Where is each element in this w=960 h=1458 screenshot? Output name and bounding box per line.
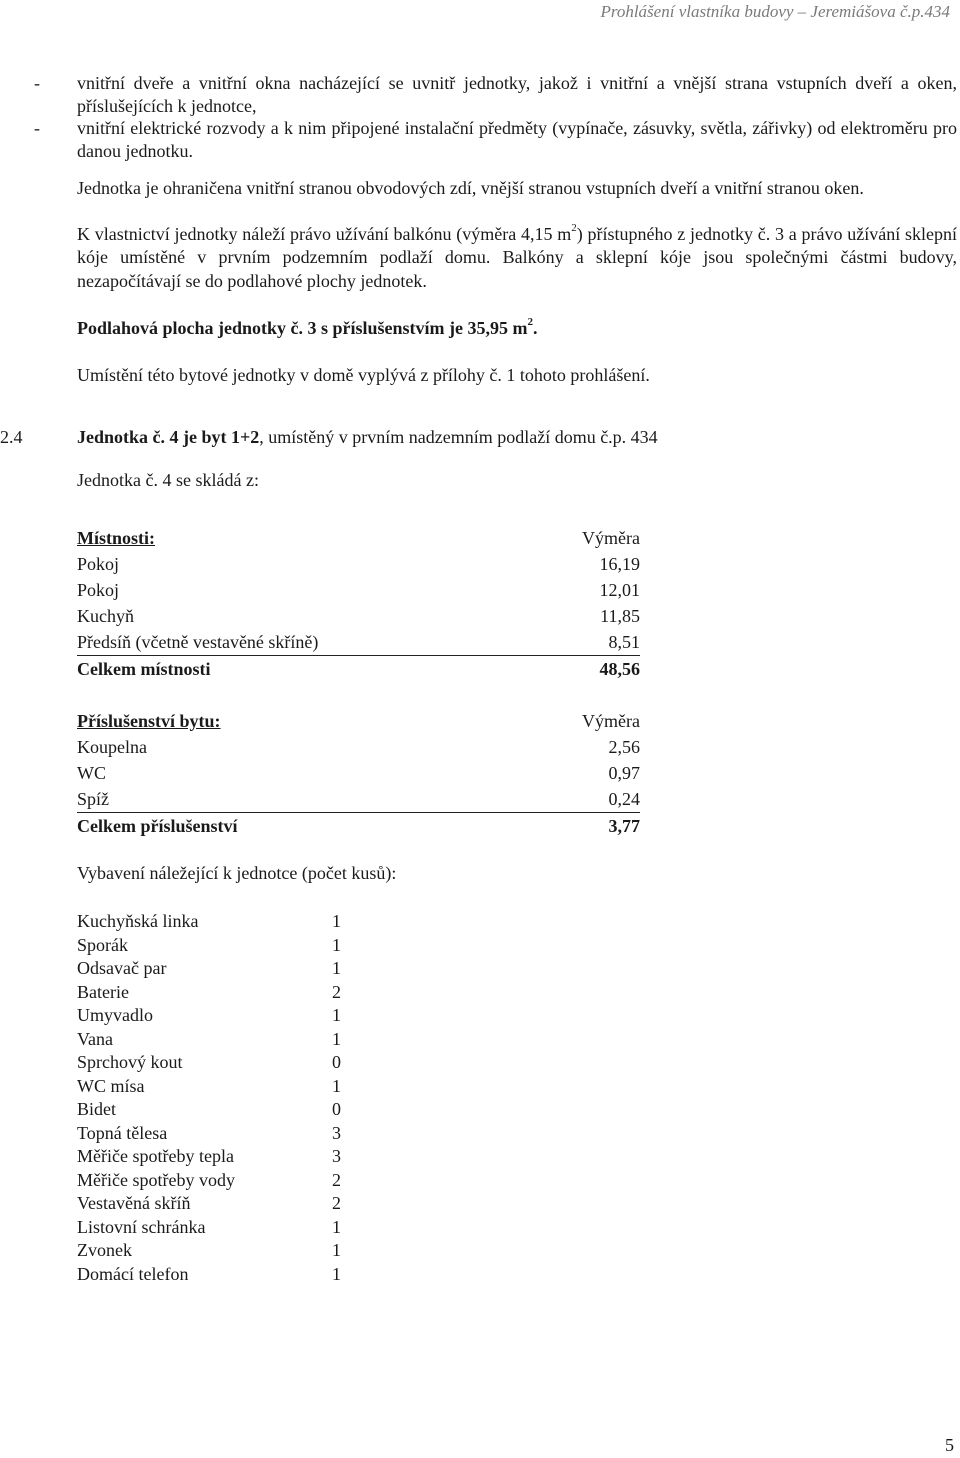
paragraph-balcony [77, 223, 957, 294]
accessories-label: Příslušenství bytu: [77, 710, 221, 731]
equipment-name: Měřiče spotřeby tepla [77, 1146, 234, 1167]
list-item [77, 1239, 341, 1263]
accessory-value: 0,97 [608, 762, 640, 783]
list-item [77, 1192, 341, 1216]
composition-intro: Jednotka č. 4 se skládá z: [77, 470, 259, 490]
accessories-total-label: Celkem příslušenství [77, 815, 238, 836]
area-table [77, 525, 640, 839]
list-item [77, 957, 341, 981]
balcony-text-after: ) přístupného z jednotky č. 3 a právo užívání sklepní kóje umístěné v prvním podzemním podlaží domu. Balkóny a sklepní kóje jsou společnými částmi budovy, nezapočítávají se do podlahové plochy jednotek. [77, 223, 957, 291]
table-spacer [77, 682, 640, 708]
list-item [77, 910, 341, 934]
page-header: Prohlášení vlastníka budovy – Jeremiášova č.p.434 [600, 2, 950, 21]
area-text-before: Podlahová plocha jednotky č. 3 s příslušenstvím je 35,95 m [77, 318, 528, 338]
accessory-name: Koupelna [77, 736, 147, 757]
accessory-name: WC [77, 762, 106, 783]
rooms-header-row [77, 525, 640, 551]
equipment-name: Zvonek [77, 1240, 132, 1261]
section-title-rest: , umístěný v prvním nadzemním podlaží domu č.p. 434 [259, 427, 658, 447]
list-item [77, 1145, 341, 1169]
equipment-name: Měřiče spotřeby vody [77, 1169, 235, 1190]
table-row [77, 734, 640, 760]
equipment-count: 1 [332, 1263, 341, 1284]
equipment-count: 3 [332, 1122, 341, 1143]
equipment-count: 1 [332, 1075, 341, 1096]
list-item [77, 934, 341, 958]
list-item [77, 1169, 341, 1193]
equipment-name: Vestavěná skříň [77, 1193, 191, 1214]
equipment-name: Vana [77, 1028, 113, 1049]
bullet-text: vnitřní elektrické rozvody a k nim připojené instalační předměty (vypínače, zásuvky, světla, zářivky) od elektroměru pro danou jednotku. [77, 118, 957, 161]
area-superscript: 2 [527, 316, 534, 328]
equipment-name: Sprchový kout [77, 1052, 183, 1073]
equipment-name: Domácí telefon [77, 1263, 189, 1284]
list-item [77, 1051, 341, 1075]
room-value: 12,01 [599, 579, 640, 600]
equipment-name: Baterie [77, 981, 129, 1002]
accessory-value: 2,56 [608, 736, 640, 757]
bullet-item [34, 117, 957, 162]
bullet-dash: - [34, 118, 40, 138]
equipment-name: Sporák [77, 934, 128, 955]
equipment-name: Kuchyňská linka [77, 911, 199, 932]
equipment-count: 1 [332, 1028, 341, 1049]
list-item [77, 981, 341, 1005]
equipment-count: 3 [332, 1146, 341, 1167]
equipment-name: Odsavač par [77, 958, 167, 979]
balcony-text-before: K vlastnictví jednotky náleží právo užívání balkónu (výměra 4,15 m [77, 223, 572, 244]
equipment-count: 1 [332, 1005, 341, 1026]
equipment-table [77, 910, 341, 1286]
equipment-name: Topná tělesa [77, 1122, 168, 1143]
accessories-header-row [77, 708, 640, 734]
list-item [77, 1122, 341, 1146]
bullet-text: vnitřní dveře a vnitřní okna nacházející se uvnitř jednotky, jakož i vnitřní a vnější strana vstupních dveří a oken, příslušejících k jednotce, [77, 73, 957, 116]
bullet-item [34, 72, 957, 117]
balcony-superscript: 2 [571, 221, 577, 234]
table-row [77, 551, 640, 577]
paragraph-unit-boundary: Jednotka je ohraničena vnitřní stranou obvodových zdí, vnější stranou vstupních dveří a vnitřní stranou oken. [77, 178, 864, 198]
accessory-value: 0,24 [531, 786, 640, 813]
rooms-value-header: Výměra [582, 527, 640, 548]
room-name: Předsíň (včetně vestavěné skříně) [77, 629, 531, 656]
page-number: 5 [945, 1435, 954, 1455]
room-name: Pokoj [77, 553, 120, 574]
equipment-count: 1 [332, 911, 341, 932]
equipment-name: Listovní schránka [77, 1216, 206, 1237]
equipment-name: Umyvadlo [77, 1005, 153, 1026]
paragraph-location: Umístění této bytové jednotky v domě vyplývá z přílohy č. 1 tohoto prohlášení. [77, 364, 650, 385]
room-name: Pokoj [77, 579, 120, 600]
list-item [77, 1098, 341, 1122]
room-value: 16,19 [599, 553, 640, 574]
section-title-bold: Jednotka č. 4 je byt 1+2 [77, 427, 260, 447]
room-value: 11,85 [600, 605, 640, 626]
table-row [77, 629, 640, 656]
document-body [0, 72, 957, 1286]
accessories-value-header: Výměra [582, 710, 640, 731]
equipment-list [77, 910, 341, 1286]
accessories-total-row [77, 813, 640, 840]
rooms-total-label: Celkem místnosti [77, 658, 211, 679]
equipment-count: 1 [332, 1240, 341, 1261]
bullet-dash: - [34, 73, 40, 93]
room-value: 8,51 [531, 629, 640, 656]
equipment-count: 2 [332, 1193, 341, 1214]
list-item [77, 1004, 341, 1028]
table-row [77, 760, 640, 786]
list-item [77, 1263, 341, 1287]
list-item [77, 1075, 341, 1099]
equipment-name: WC mísa [77, 1075, 145, 1096]
equipment-count: 2 [332, 1169, 341, 1190]
equipment-name: Bidet [77, 1099, 116, 1120]
list-item [77, 1028, 341, 1052]
section-number: 2.4 [0, 427, 23, 447]
paragraph-floor-area [77, 317, 957, 341]
equipment-count: 0 [332, 1099, 341, 1120]
equipment-count: 1 [332, 958, 341, 979]
equipment-title: Vybavení náležející k jednotce (počet kusů): [77, 863, 397, 883]
equipment-count: 1 [332, 1216, 341, 1237]
equipment-count: 1 [332, 934, 341, 955]
table-row [77, 786, 640, 813]
table-row [77, 577, 640, 603]
table-row [77, 603, 640, 629]
accessory-name: Spíž [77, 786, 531, 813]
equipment-count: 2 [332, 981, 341, 1002]
section-heading [0, 427, 957, 448]
area-text-after: . [533, 318, 538, 338]
rooms-total-value: 48,56 [599, 658, 640, 679]
accessories-total-value: 3,77 [608, 815, 640, 836]
list-item [77, 1216, 341, 1240]
equipment-count: 0 [332, 1052, 341, 1073]
rooms-label: Místnosti: [77, 527, 155, 548]
room-name: Kuchyň [77, 605, 134, 626]
rooms-total-row [77, 656, 640, 683]
bullet-list [34, 72, 957, 162]
